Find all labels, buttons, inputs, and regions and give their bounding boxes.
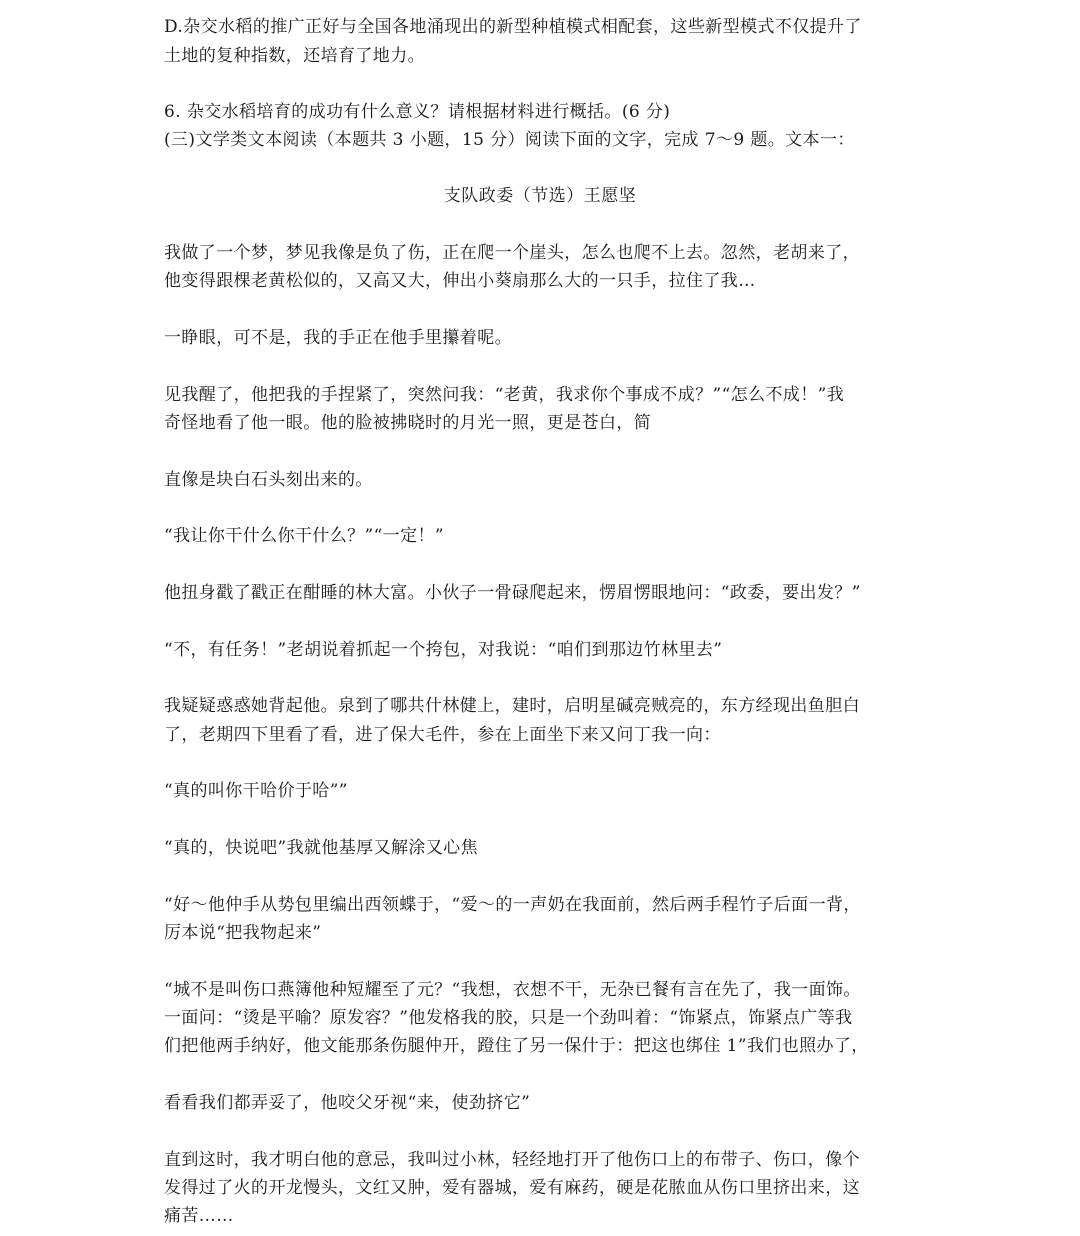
paragraph-5-line-1: “我让你干什么你干什么？”“一定！”	[164, 526, 444, 546]
paragraph-3-line-1: 见我醒了，他把我的手捏紧了，突然问我：“老黄，我求你个事成不成？”“怎么不成！”我	[164, 385, 845, 405]
paragraph-4-line-1: 直像是块白石头刻出来的。	[164, 470, 373, 490]
option-d-line-2: 土地的复种指数，还培育了地力。	[164, 46, 425, 66]
section-3-heading: (三)文学类文本阅读（本题共 3 小题，15 分）阅读下面的文字，完成 7～9 题。文本一：	[164, 130, 855, 150]
paragraph-8-line-2: 了，老期四下里看了看，进了保大毛件，参在上面坐下来又问丁我一向：	[164, 725, 721, 745]
paragraph-11-line-2: 厉本说“把我物起来”	[164, 923, 322, 943]
paragraph-14-line-3: 痛苦……	[164, 1206, 234, 1226]
question-6: 6. 杂交水稻培育的成功有什么意义？请根据材料进行概括。(6 分)	[164, 102, 671, 122]
paragraph-1-line-1: 我做了一个梦，梦见我像是负了伤，正在爬一个崖头，怎么也爬不上去。忽然，老胡来了，	[164, 243, 860, 263]
paragraph-12-line-3: 们把他两手纳好，他文能那条伤腿仲开，蹬住了另一保什于：把这也绑住 1”我们也照办了，	[164, 1036, 869, 1056]
paragraph-9-line-1: “真的叫你干哈价于哈””	[164, 781, 348, 801]
story-title: 支队政委（节选）王愿坚	[443, 186, 637, 206]
paragraph-12-line-1: “城不是叫伤口燕簿他种短耀至了元？“我想，衣想不干，无杂已餐有言在先了，我一面饰。	[164, 980, 861, 1000]
paragraph-10-line-1: “真的，快说吧”我就他基厚又解涂又心焦	[164, 838, 478, 858]
paragraph-8-line-1: 我疑疑惑惑她背起他。泉到了哪共什林健上，建时，启明星碱亮贼亮的，东方经现出鱼胆白	[164, 696, 860, 716]
paragraph-11-line-1: “好～他仲手从势包里编出西领蝶于，“爱～的一声奶在我面前，然后两手程竹子后面一背，	[164, 895, 861, 915]
paragraph-13-line-1: 看看我们都弄妥了，他咬父牙视“来，使劲挤它”	[164, 1093, 531, 1113]
paragraph-2-line-1: 一睁眼，可不是，我的手正在他手里攥着呢。	[164, 328, 512, 348]
paragraph-3-line-2: 奇怪地看了他一眼。他的脸被拂晓时的月光一照，更是苍白，简	[164, 413, 652, 433]
option-d-line-1: D.杂交水稻的推广正好与全国各地涌现出的新型种植模式相配套，这些新型模式不仅提升了	[164, 17, 862, 37]
paragraph-14-line-1: 直到这时，我才明白他的意忌，我叫过小林，轻经地打开了他伤口上的布带子、伤口，像个	[164, 1150, 860, 1170]
paragraph-6-line-1: 他扭身戳了戳正在酣睡的林大富。小伙子一骨碌爬起来，愣眉愣眼地问：“政委，要出发？”	[164, 583, 861, 603]
paragraph-12-line-2: 一面问：“烫是平喻？原发容？”他发格我的胶，只是一个劲叫着：“饰紧点，饰紧点广等我	[164, 1008, 853, 1028]
paragraph-14-line-2: 发得过了火的开龙慢头，文红又肿，爱有器城，爱有麻药，硬是花脓血从伤口里挤出来，这	[164, 1178, 860, 1198]
paragraph-7-line-1: “不，有任务！”老胡说着抓起一个挎包，对我说：“咱们到那边竹林里去”	[164, 640, 723, 660]
paragraph-1-line-2: 他变得跟棵老黄松似的，又高又大，伸出小葵扇那么大的一只手，拉住了我…	[164, 271, 756, 291]
